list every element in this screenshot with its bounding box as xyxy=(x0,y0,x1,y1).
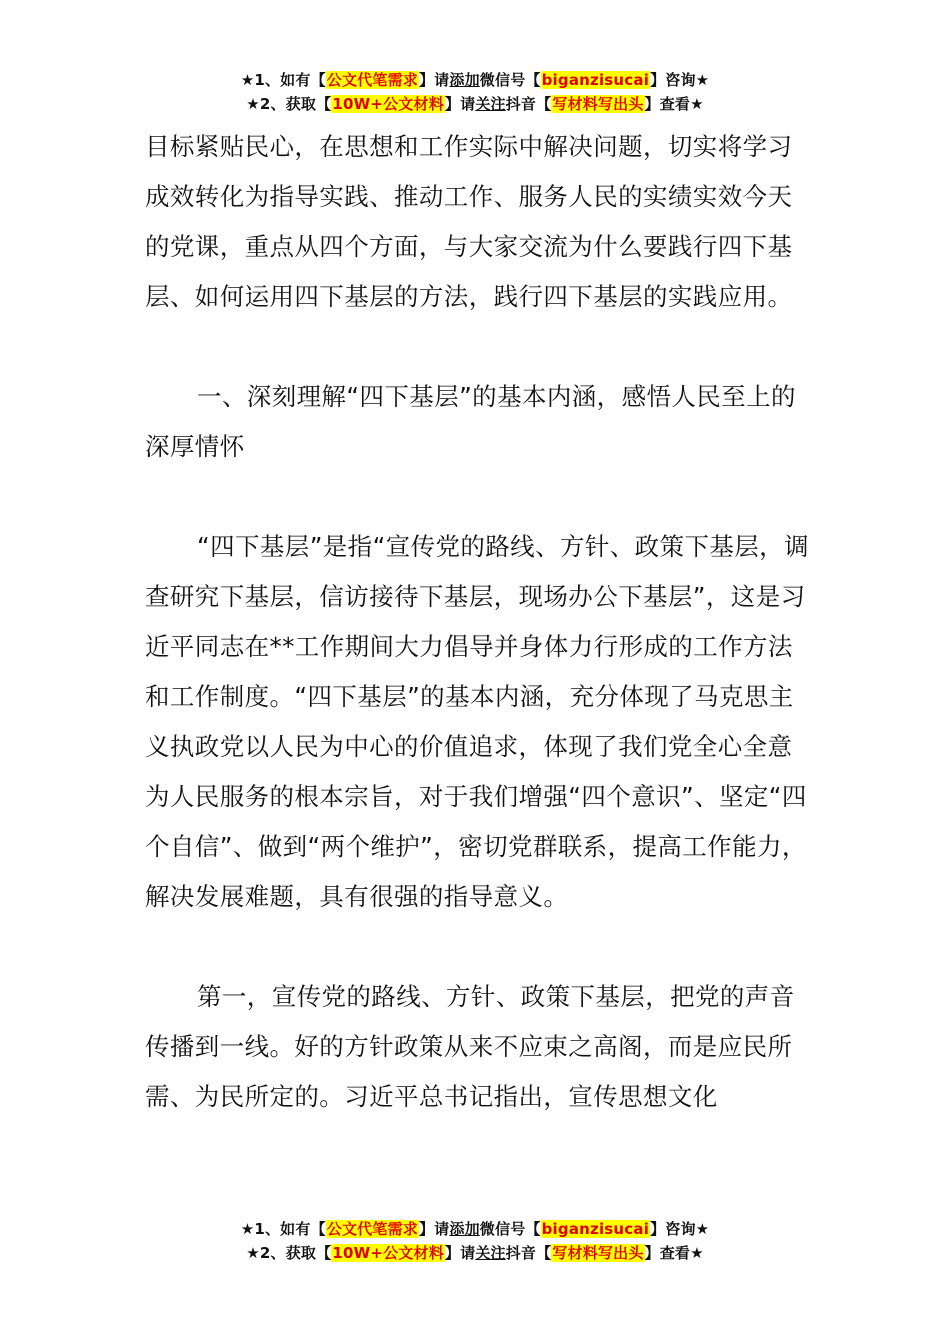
highlight-service: 公文代笔需求 xyxy=(326,1220,418,1238)
banner-text: 】请 xyxy=(418,1220,450,1238)
section-heading: 一、深刻理解“四下基层”的基本内涵，感悟人民至上的深厚情怀 xyxy=(145,382,796,461)
paragraph-gap xyxy=(145,322,810,372)
banner-text: ★1、如有【 xyxy=(240,1220,326,1238)
banner-text-follow: 关注 xyxy=(475,95,506,113)
banner-text: 】咨询★ xyxy=(650,71,710,89)
banner-text: ★2、获取【 xyxy=(246,95,332,113)
highlight-wechat-id: biganzisucai xyxy=(541,71,650,89)
paragraph: “四下基层”是指“宣传党的路线、方针、政策下基层，调查研究下基层，信访接待下基层，现场办公下基层”，这是习近平同志在**工作期间大力倡导并身体力行形成的工作方法和工作制度。“四下基层”的基本内涵，充分体现了马克思主义执政党以人民为中心的价值追求，体现了我们党全心全意为人民服务的根本宗旨，对于我们增强“四个意识”、坚定“四个自信”、做到“两个维护”，密切党群联系，提高工作能力，解决发展难题，具有很强的指导意义。 xyxy=(145,532,809,911)
banner-line-1 xyxy=(0,1217,950,1241)
banner-text: 微信号【 xyxy=(479,1220,541,1238)
banner-line-2 xyxy=(0,1241,950,1265)
footer-banner xyxy=(0,1217,950,1265)
banner-text: ★1、如有【 xyxy=(240,71,326,89)
banner-text: 】请 xyxy=(444,95,476,113)
banner-line-1 xyxy=(0,68,950,92)
highlight-douyin: 写材料写出头 xyxy=(552,95,644,113)
banner-text: 微信号【 xyxy=(479,71,541,89)
paragraph: 目标紧贴民心，在思想和工作实际中解决问题，切实将学习成效转化为指导实践、推动工作、服务人民的实绩实效今天的党课，重点从四个方面，与大家交流为什么要践行四下基层、如何运用四下基层的方法，践行四下基层的实践应用。 xyxy=(145,132,793,311)
highlight-materials: 10W+公文材料 xyxy=(332,95,444,113)
banner-text-follow: 关注 xyxy=(475,1244,506,1262)
banner-text: 】查看★ xyxy=(644,1244,704,1262)
document-body xyxy=(145,122,810,1122)
highlight-materials: 10W+公文材料 xyxy=(332,1244,444,1262)
paragraph-gap xyxy=(145,922,810,972)
banner-line-2 xyxy=(0,92,950,116)
highlight-wechat-id: biganzisucai xyxy=(541,1220,650,1238)
banner-text: 】请 xyxy=(418,71,450,89)
banner-text-add: 添加 xyxy=(449,1220,480,1238)
highlight-douyin: 写材料写出头 xyxy=(552,1244,644,1262)
paragraph: 第一，宣传党的路线、方针、政策下基层，把党的声音传播到一线。好的方针政策从来不应束之高阁，而是应民所需、为民所定的。习近平总书记指出，宣传思想文化 xyxy=(145,982,795,1111)
highlight-service: 公文代笔需求 xyxy=(326,71,418,89)
header-banner xyxy=(0,68,950,116)
paragraph-gap xyxy=(145,472,810,522)
banner-text: 抖音【 xyxy=(505,95,552,113)
banner-text-add: 添加 xyxy=(449,71,480,89)
banner-text: ★2、获取【 xyxy=(246,1244,332,1262)
banner-text: 】咨询★ xyxy=(650,1220,710,1238)
banner-text: 抖音【 xyxy=(505,1244,552,1262)
banner-text: 】查看★ xyxy=(644,95,704,113)
banner-text: 】请 xyxy=(444,1244,476,1262)
